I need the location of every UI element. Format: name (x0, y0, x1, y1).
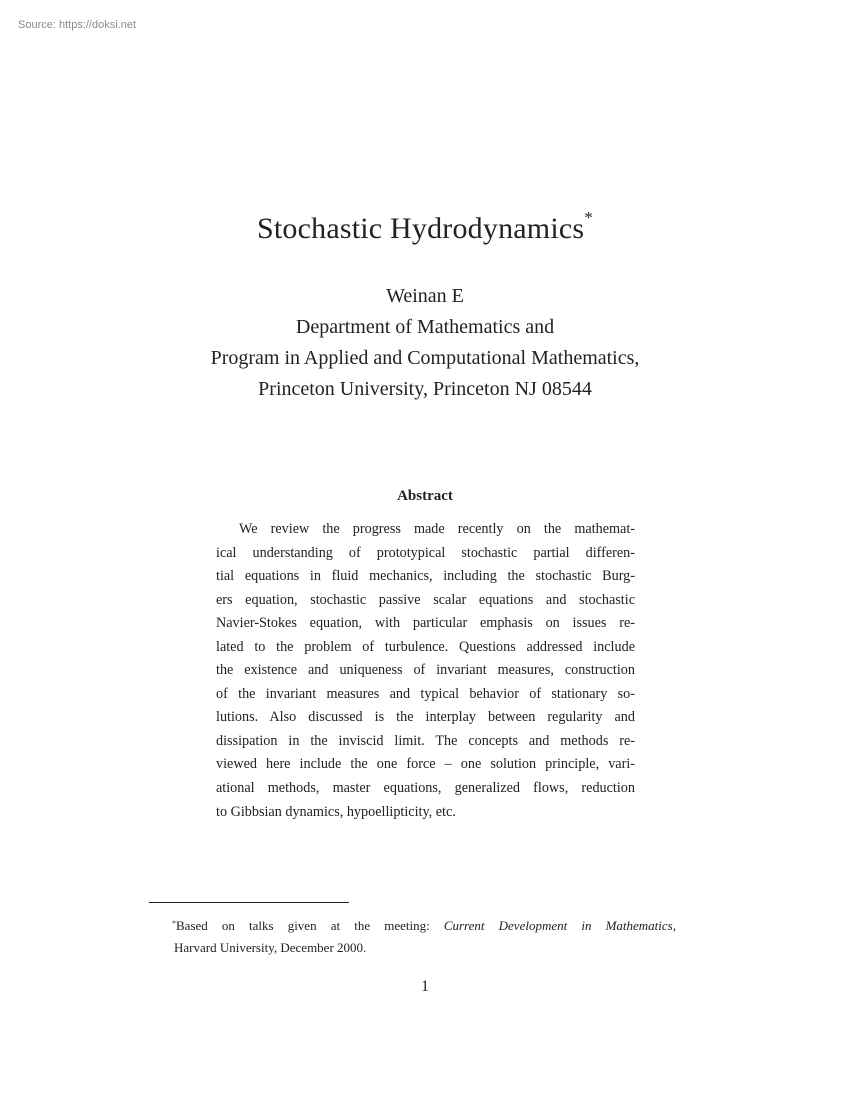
footnote-prefix: Based on talks given at the meeting: (176, 918, 444, 933)
abstract-line: We review the progress made recently on the mathemat- (239, 521, 635, 537)
abstract-line: to Gibbsian dynamics, hypoellipticity, etc. (216, 803, 456, 820)
affiliation-line: Program in Applied and Computational Mathematics, (210, 347, 640, 369)
footnote (149, 915, 676, 959)
affiliation-line: Department of Mathematics and (295, 316, 555, 338)
abstract-line: dissipation in the inviscid limit. The concepts and methods re- (216, 732, 635, 749)
page-number: 1 (421, 978, 429, 995)
source-watermark: Source: https://doksi.net (18, 19, 137, 31)
affiliation-line: Princeton University, Princeton NJ 08544 (258, 378, 592, 400)
footnote-rule (149, 902, 349, 903)
title-footnote-marker: * (584, 208, 593, 227)
abstract-line: lated to the problem of turbulence. Questions addressed include (216, 638, 635, 655)
footnote-venue: Current Development in Mathematics, (443, 918, 676, 933)
abstract-line: ational methods, master equations, generalized flows, reduction (216, 780, 635, 797)
footnote-line (149, 915, 676, 937)
abstract-line: tial equations in fluid mechanics, including the stochastic Burg- (216, 568, 635, 585)
abstract-line: ers equation, stochastic passive scalar equations and stochastic (216, 591, 635, 608)
paper-title-text: Stochastic Hydrodynamics (257, 212, 585, 245)
abstract-line: of the invariant measures and typical behavior of stationary so- (216, 685, 635, 702)
author-block (0, 281, 850, 405)
footnote-line-2: Harvard University, December 2000. (174, 940, 367, 955)
abstract-body (216, 518, 635, 824)
paper-title (0, 208, 850, 246)
author-name: Weinan E (386, 285, 464, 307)
abstract-line: lutions. Also discussed is the interplay between regularity and (216, 709, 635, 726)
abstract-line: viewed here include the one force – one solution principle, vari- (216, 756, 635, 773)
abstract-line: the existence and uniqueness of invariant measures, construction (216, 662, 635, 679)
abstract-line: Navier-Stokes equation, with particular emphasis on issues re- (216, 615, 635, 632)
abstract-heading: Abstract (397, 488, 453, 504)
abstract-line: ical understanding of prototypical stochastic partial differen- (216, 544, 635, 561)
footnote-marker: * (172, 919, 176, 928)
